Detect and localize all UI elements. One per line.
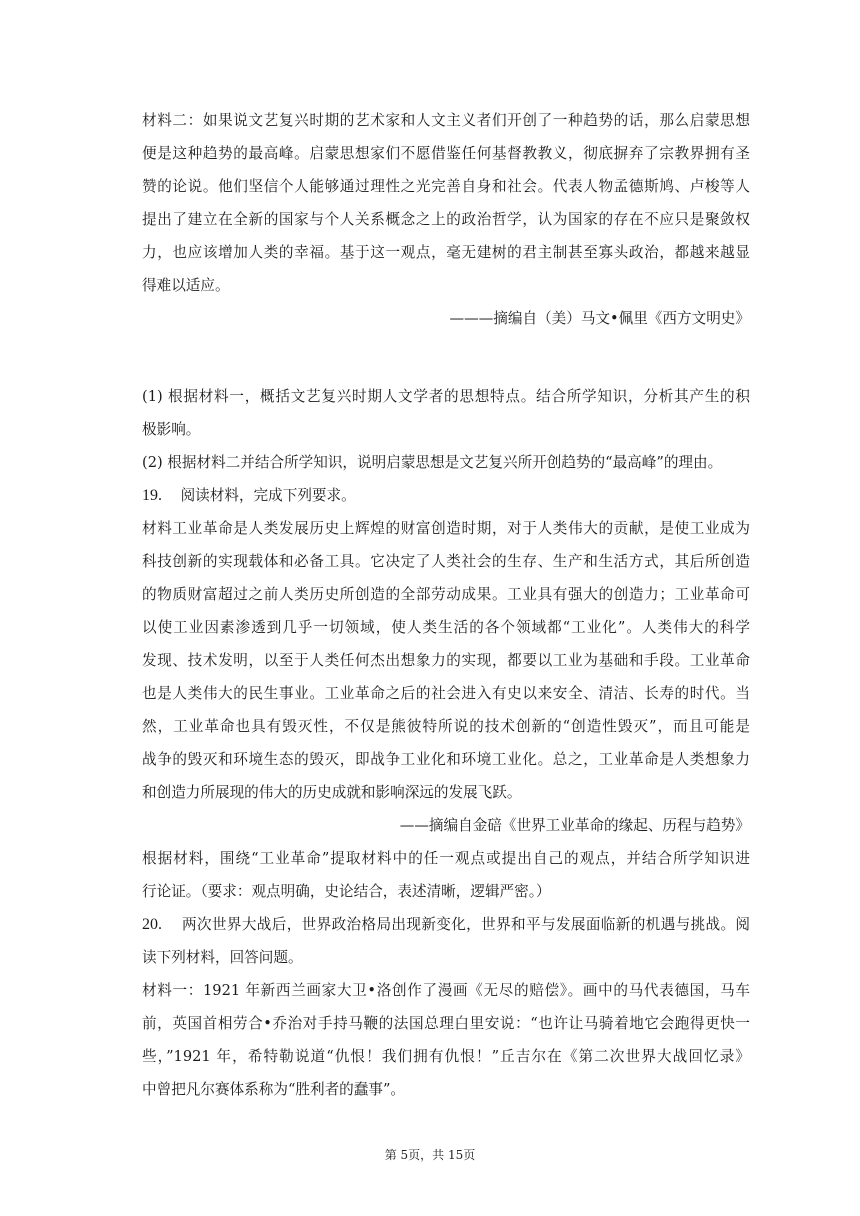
- text-line: 根据材料，围绕“工业革命”提取材料中的任一观点或提出自己的观点，并结合所学知识进: [142, 850, 750, 867]
- question-prompt: 两次世界大战后，世界政治格局出现新变化，世界和平与发展面临新的机遇与挑战。阅: [182, 916, 750, 933]
- material-two-paragraph: [142, 104, 750, 302]
- text-line: 前，英国首相劳合•乔治对手持马鞭的法国总理白里安说：“也许让马骑着地它会跑得更快一: [142, 1015, 750, 1032]
- question-number: 20.: [142, 916, 162, 933]
- document-page: [142, 104, 750, 1106]
- text-line: 极影响。: [142, 421, 201, 438]
- text-line: 材料二：如果说文艺复兴时期的艺术家和人文主义者们开创了一种趋势的话，那么启蒙思想: [142, 112, 750, 129]
- text-line: 的物质财富超过之前人类历史所创造的全部劳动成果。工业具有强大的创造力；工业革命可: [142, 586, 750, 603]
- text-line: 也是人类伟大的民生事业。工业革命之后的社会进入有史以来安全、清洁、长寿的时代。当: [142, 685, 750, 702]
- material-two-source: ———摘编自（美）马文•佩里《西方文明史》: [449, 310, 750, 327]
- question-20-material: [142, 974, 750, 1106]
- question-19-material: [142, 512, 750, 809]
- text-line: 些，”1921 年，希特勒说道“仇恨！我们拥有仇恨！”丘吉尔在《第二次世界大战回忆录》: [142, 1048, 750, 1065]
- text-line: 中曾把凡尔赛体系称为“胜利者的蠢事”。: [142, 1081, 406, 1098]
- text-line: 发现、技术发明，以至于人类任何杰出想象力的实现，都要以工业为基础和手段。工业革命: [142, 652, 750, 669]
- question-number: 19.: [142, 487, 162, 504]
- text-line: 得难以适应。: [142, 277, 230, 294]
- question-19-task: [142, 842, 750, 908]
- question-20-header: [142, 908, 750, 974]
- text-line: 战争的毁灭和环境生态的毁灭，即战争工业化和环境工业化。总之，工业革命是人类想象力: [142, 751, 750, 768]
- page-footer: 第 5页，共 15页: [384, 1148, 476, 1162]
- question-prompt: 阅读材料，完成下列要求。: [180, 487, 356, 504]
- text-line: 读下列材料，回答问题。: [142, 949, 303, 966]
- text-line: 然，工业革命也具有毁灭性，不仅是熊彼特所说的技术创新的“创造性毁灭”，而且可能是: [142, 718, 750, 735]
- text-line: (1) 根据材料一，概括文艺复兴时期人文学者的思想特点。结合所学知识，分析其产生的积: [142, 388, 750, 405]
- text-line: 和创造力所展现的伟大的历史成就和影响深远的发展飞跃。: [142, 784, 522, 801]
- text-line: 材料工业革命是人类发展历史上辉煌的财富创造时期，对于人类伟大的贡献，是使工业成为: [142, 520, 750, 537]
- text-line: 科技创新的实现载体和必备工具。它决定了人类社会的生存、生产和生活方式，其后所创造: [142, 553, 750, 570]
- text-line: 赞的论说。他们坚信个人能够通过理性之光完善自身和社会。代表人物孟德斯鸠、卢梭等人: [142, 178, 750, 195]
- text-line: 行论证。（要求：观点明确，史论结合，表述清晰，逻辑严密。）: [142, 883, 551, 900]
- question-18-sub-1: [142, 380, 750, 446]
- text-line: 便是这种趋势的最高峰。启蒙思想家们不愿借鉴任何基督教教义，彻底摒弃了宗教界拥有圣: [142, 145, 750, 162]
- text-line: 提出了建立在全新的国家与个人关系概念之上的政治哲学，认为国家的存在不应只是聚敛权: [142, 211, 750, 228]
- text-line: (2) 根据材料二并结合所学知识，说明启蒙思想是文艺复兴所开创趋势的“最高峰”的理由。: [142, 454, 723, 471]
- question-19-source: ——摘编自金碚《世界工业革命的缘起、历程与趋势》: [399, 817, 750, 834]
- question-19-header: [142, 479, 750, 512]
- text-line: 材料一：1921 年新西兰画家大卫•洛创作了漫画《无尽的赔偿》。画中的马代表德国，马车: [142, 982, 750, 999]
- text-line: 力，也应该增加人类的幸福。基于这一观点，毫无建树的君主制甚至寡头政治，都越来越显: [142, 244, 750, 261]
- question-18-sub-2: [142, 446, 750, 479]
- text-line: 以使工业因素渗透到几乎一切领域，使人类生活的各个领域都“工业化”。人类伟大的科学: [142, 619, 750, 636]
